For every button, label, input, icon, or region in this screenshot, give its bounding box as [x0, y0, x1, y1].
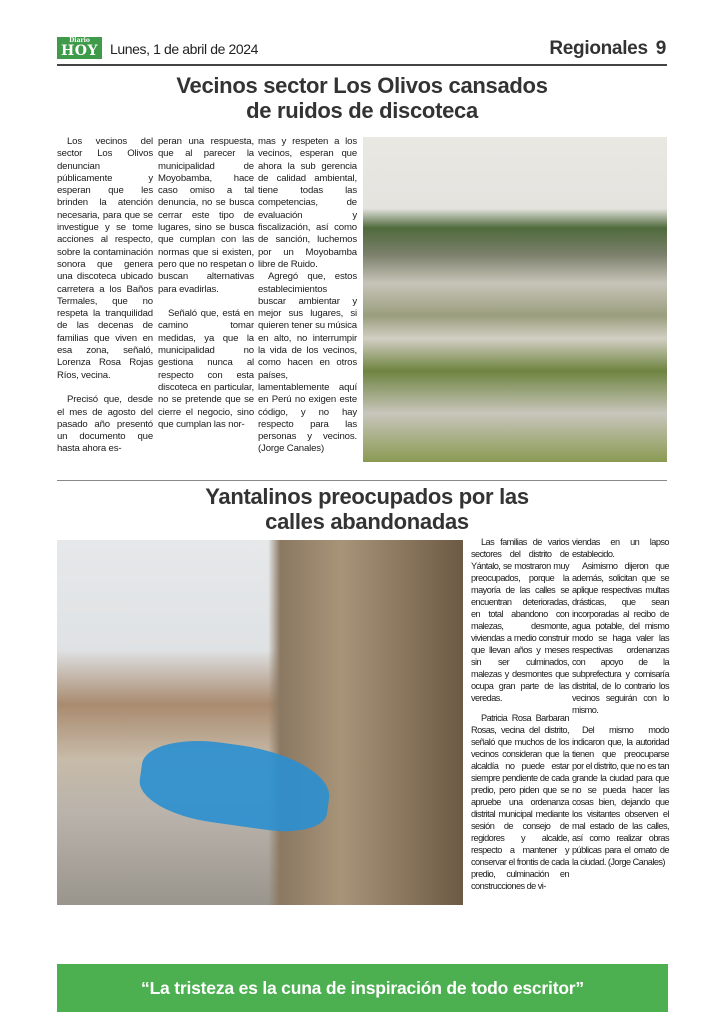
- issue-date: Lunes, 1 de abril de 2024: [110, 41, 259, 57]
- section-header: [549, 38, 666, 60]
- paragraph: Asimismo dijeron que además, solicitan que se aplique respectivas multas drásticas, que sean incorporadas al recibo de agua potable, del mismo modo se haga valer las respectivas ordenanzas con apoyo de la subprefectura y comisaría distrital, de lo contrario los vecinos seguirán con lo mismo.: [572, 561, 669, 715]
- section-name: Regionales: [549, 38, 648, 59]
- page-number: 9: [655, 38, 666, 59]
- article-divider: [57, 480, 667, 481]
- logo-small-text: Diario: [69, 37, 90, 44]
- article2-column-2: [572, 536, 669, 868]
- paragraph: Del mismo modo indicaron que, la autoridad tienen que preocuparse por el distrito, que no es tan grande la ciudad para que no se pueda hacer las cosas bien, dejando que los visitantes observen el mal estado de las calles, así como realizar obras públicas para el ornato de la ciudad. (Jorge Canales): [572, 725, 669, 867]
- street-photo: [57, 540, 463, 905]
- article1-column-3: [258, 136, 357, 456]
- plaza-photo: [363, 137, 667, 462]
- paragraph: viendas en un lapso establecido.: [572, 537, 669, 559]
- article1-column-1: [57, 136, 153, 456]
- article2-column-1: [471, 536, 569, 892]
- paragraph: Señaló que, está en camino tomar medidas, ya que la municipalidad no gestiona nunca al respecto con esta discoteca en particular, no se pretende que se cierre el negocio, sino que cumplan las nor-: [158, 308, 254, 430]
- paragraph: mas y respeten a los vecinos, esperan que ahora la sub gerencia de calidad ambiental, tiene todas las competencias, de evaluación y fiscalización, así como de sanción, luchemos por un Moyobamba libre de Ruido.: [258, 136, 357, 270]
- quote-banner: “La tristeza es la cuna de inspiración de todo escritor”: [57, 964, 668, 1012]
- article1-headline: Vecinos sector Los Olivos cansados de ruidos de discoteca: [176, 73, 548, 123]
- article2-headline: Yantalinos preocupados por las calles abandonadas: [205, 484, 529, 534]
- paragraph: peran una respuesta, que al parecer la municipalidad de Moyobamba, hace caso omiso a tal denuncia, no se busca cerrar este tipo de lugares, sino se busca que cumplan con las normas que si existen, pero que no respetan o buscan alternativas para evadirlas.: [158, 136, 254, 295]
- logo-text: HOY: [61, 43, 98, 59]
- paragraph: Los vecinos del sector Los Olivos denuncian públicamente y esperan que les brinden la atención necesaria, para que se investigue y se tome acciones al respecto, sobre la contaminación sonora que genera una discoteca ubicado carretera a los Baños Termales, que no respeta la tranquilidad de las decenas de familias que viven en esa zona, señaló, Lorenza Rosa Rojas Ríos, vecina.: [57, 136, 153, 381]
- paragraph: Las familias de varios sectores del distrito de Yántalo, se mostraron muy preocupados, porque la mayoría de las calles se encuentran deterioradas, en total abandono con malezas, desmonte, viviendas a medio construir que llevan años y meses sin ser culminados, malezas y desmontes que ocupa gran parte de las veredas.: [471, 537, 569, 703]
- paragraph: Precisó que, desde el mes de agosto del pasado año presentó un documento que hasta ahora es-: [57, 394, 153, 455]
- newspaper-logo: [57, 37, 102, 59]
- paragraph: Patricia Rosa Barbaran Rosas, vecina del distrito, señaló que muchos de los vecinos consideran que la alcaldía no puede estar siempre pendiente de cada predio, pero piden que se apruebe una ordenanza distrital municipal mediante sesión de consejo de regidores y alcalde, respecto a mantener y conservar el frontis de cada predio, culminación en construcciones de vi-: [471, 713, 569, 891]
- paragraph: Agregó que, estos establecimientos buscar ambientar y mejor sus lugares, si quieren tener su música en alto, no interrumpir la vida de los vecinos, como hacen en otros países, lamentablemente aquí en Perú no exigen este código, y no hay respecto para las personas y vecinos. (Jorge Canales): [258, 271, 357, 455]
- article1-column-2: [158, 136, 254, 431]
- header-rule: [57, 64, 667, 66]
